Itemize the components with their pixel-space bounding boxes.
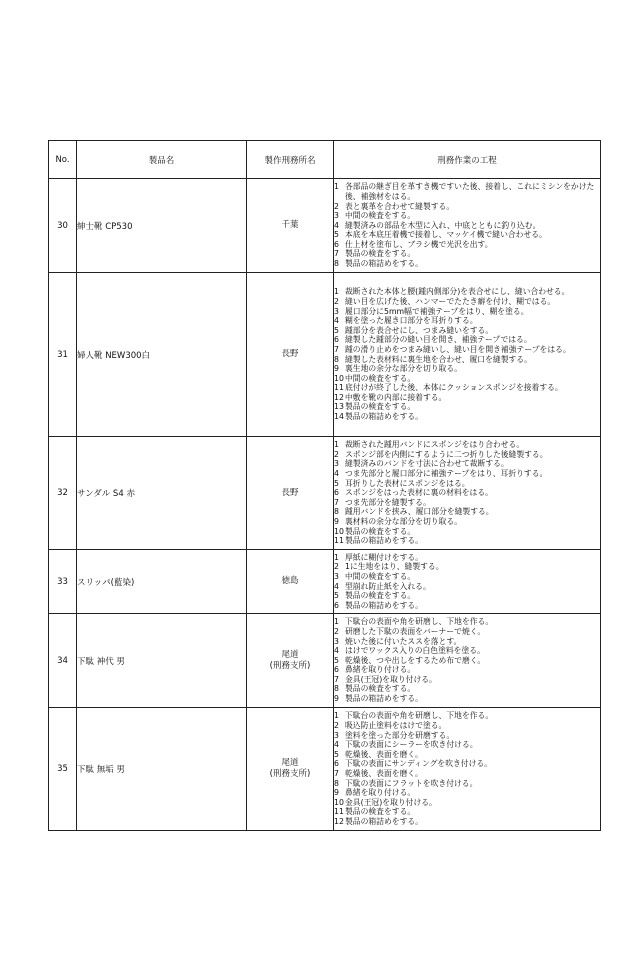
- list-item: [334, 656, 600, 666]
- prison-name-line: 長野: [281, 349, 299, 359]
- step-text: 製品の検査をする。: [345, 526, 416, 536]
- product-name: スリッパ(藍染): [77, 550, 247, 614]
- step-number: 6: [334, 665, 339, 675]
- step-number: 7: [334, 497, 339, 507]
- table-row: [49, 614, 601, 708]
- list-item: [334, 211, 600, 221]
- list-item: [334, 750, 600, 760]
- product-name: 下駄 無垢 男: [77, 708, 247, 831]
- step-number: 6: [334, 759, 339, 769]
- step-number: 4: [334, 220, 339, 230]
- step-number: 1: [334, 287, 339, 297]
- step-number: 3: [334, 730, 339, 740]
- step-text: 乾燥後、表面を磨く。: [345, 749, 423, 759]
- step-text: 裏生地の余分な部分を切り取る。: [345, 364, 462, 374]
- list-item: [334, 202, 600, 212]
- step-list: [334, 182, 600, 268]
- list-item: [334, 572, 600, 582]
- step-text: 乾燥後、表面を磨く。: [345, 769, 423, 778]
- step-text: 下駄の表面にシーラーを吹き付ける。: [345, 740, 478, 750]
- step-number: 6: [334, 335, 339, 345]
- step-text: 乾燥後、つや出しをするため布で磨く。: [345, 655, 486, 665]
- step-text: 下駄の表面にサンディングを吹き付ける。: [345, 759, 492, 769]
- list-item: [334, 694, 600, 704]
- step-text: 吸込防止塗料をはけで塗る。: [345, 721, 447, 731]
- step-number: 14: [334, 412, 344, 422]
- step-text: 踵の滑り止めをつまみ縫いし、縫い目を開き補強テープをはる。: [345, 344, 571, 354]
- step-text: はけでワックス入りの白色塗料を塗る。: [345, 646, 485, 656]
- step-text: 型崩れ防止紙を入れる。: [345, 581, 431, 591]
- step-text: 金具(王冠)を取り付ける。: [345, 674, 437, 684]
- table-row: [49, 550, 601, 614]
- list-item: [334, 798, 600, 808]
- step-number: 3: [334, 306, 339, 316]
- list-item: [334, 307, 600, 317]
- step-number: 5: [334, 749, 339, 759]
- step-number: 2: [334, 721, 339, 731]
- list-item: [334, 779, 600, 789]
- table-header: [49, 141, 601, 179]
- row-number: 34: [49, 614, 77, 708]
- header-row: [49, 141, 601, 179]
- step-number: 1: [334, 552, 339, 562]
- list-item: [334, 591, 600, 601]
- step-text: 製品の検査をする。: [345, 807, 416, 817]
- step-number: 2: [334, 449, 339, 459]
- step-number: 8: [334, 684, 339, 694]
- list-item: [334, 665, 600, 675]
- step-list: [334, 617, 600, 703]
- step-text: 下駄台の表面や角を研磨し、下地を作る。: [345, 711, 494, 721]
- row-number: 31: [49, 273, 77, 437]
- list-item: [334, 601, 600, 611]
- work-process-steps: [334, 273, 601, 437]
- list-item: [334, 335, 600, 345]
- step-number: 4: [334, 646, 339, 656]
- table-row: [49, 179, 601, 273]
- step-text: スポンジ部を内側にするように二つ折りした後縫製する。: [345, 449, 548, 459]
- step-text: 金具(王冠)を取り付ける。: [345, 797, 437, 807]
- list-item: [334, 627, 600, 637]
- list-item: [334, 374, 600, 384]
- list-item: [334, 582, 600, 592]
- prison-name: [247, 708, 334, 831]
- step-text: 踵部分を表合せにし、つまみ縫いをする。: [345, 325, 494, 335]
- step-number: 5: [334, 655, 339, 665]
- list-item: [334, 553, 600, 563]
- step-text: 焼いた後に付いたススを落とす。: [345, 636, 462, 646]
- step-number: 8: [334, 259, 339, 269]
- step-text: 縫製済みの部品を木型に入れ、中底とともに釣り込む。: [345, 220, 541, 230]
- step-text: 本底を本底圧着機で接着し、マッケイ機で縫い合わせる。: [345, 230, 547, 240]
- list-item: [334, 721, 600, 731]
- list-item: [334, 440, 600, 450]
- step-list: [334, 553, 600, 611]
- step-number: 3: [334, 211, 339, 221]
- step-text: 中間の検査をする。: [345, 211, 416, 221]
- step-text: 履口部分に5mm幅で補強テープをはり、糊を塗る。: [345, 306, 529, 316]
- list-item: [334, 684, 600, 694]
- step-number: 3: [334, 636, 339, 646]
- list-item: [334, 326, 600, 336]
- work-process-steps: [334, 708, 601, 831]
- step-number: 12: [334, 816, 344, 826]
- list-item: [334, 412, 600, 422]
- prison-branch-note: (刑務支所): [269, 660, 311, 671]
- step-number: 11: [334, 383, 344, 393]
- list-item: [334, 711, 600, 721]
- step-list: [334, 440, 600, 546]
- step-number: 3: [334, 459, 339, 469]
- process-table: [48, 140, 601, 831]
- work-process-steps: [334, 614, 601, 708]
- step-number: 1: [334, 182, 339, 192]
- step-text: つま先部分を縫製する。: [345, 497, 431, 507]
- list-item: [334, 617, 600, 627]
- step-text: 製品の箱詰めをする。: [345, 536, 423, 546]
- step-text: 鼻緒を取り付ける。: [345, 788, 416, 798]
- list-item: [334, 479, 600, 489]
- step-text: 製品の箱詰めをする。: [345, 694, 423, 704]
- list-item: [334, 637, 600, 647]
- step-text: 製品の箱詰めをする。: [345, 816, 423, 826]
- list-item: [334, 259, 600, 269]
- prison-name-line: 長野: [281, 487, 299, 498]
- table-row: [49, 437, 601, 550]
- list-item: [334, 507, 600, 517]
- prison-name: [247, 550, 334, 614]
- step-number: 12: [334, 392, 344, 402]
- step-number: 2: [334, 626, 339, 636]
- list-item: [334, 769, 600, 779]
- step-text: 1に生地をはり、縫製する。: [345, 562, 444, 572]
- prison-name: [247, 273, 334, 437]
- step-number: 6: [334, 600, 339, 610]
- step-number: 10: [334, 373, 344, 383]
- step-number: 10: [334, 797, 344, 807]
- work-process-steps: [334, 179, 601, 273]
- step-text: 縫製した踵部分の縫い目を開き、補強テープではる。: [345, 335, 532, 345]
- list-item: [334, 788, 600, 798]
- step-list: [334, 711, 600, 826]
- list-item: [334, 230, 600, 240]
- prison-name: [247, 614, 334, 708]
- step-number: 7: [334, 344, 339, 354]
- table-row: [49, 273, 601, 437]
- list-item: [334, 450, 600, 460]
- product-name: 紳士靴 CP530: [77, 179, 247, 273]
- step-text: 縫製済みのバンドを寸法に合わせて裁断する。: [345, 459, 509, 469]
- step-number: 9: [334, 516, 339, 526]
- step-text: 製品の検査をする。: [345, 402, 416, 412]
- list-item: [334, 646, 600, 656]
- step-number: 3: [334, 571, 339, 581]
- prison-branch-note: (刑務支所): [269, 769, 311, 779]
- list-item: [334, 364, 600, 374]
- step-text: 仕上材を塗布し、ブラシ機で光沢を出す。: [345, 239, 493, 249]
- list-item: [334, 459, 600, 469]
- step-text: 中間の検査をする。: [345, 571, 416, 581]
- list-item: [334, 221, 600, 231]
- step-text: 表と裏革を合わせて縫製する。: [345, 201, 455, 211]
- header-no: No.: [49, 141, 77, 179]
- list-item: [334, 402, 600, 412]
- step-text: 中間の検査をする。: [345, 373, 416, 383]
- list-item: [334, 536, 600, 546]
- step-text: 製品の箱詰めをする。: [345, 600, 423, 610]
- prison-name-line: 尾道: [281, 758, 299, 768]
- list-item: [334, 817, 600, 827]
- step-number: 5: [334, 591, 339, 601]
- step-number: 7: [334, 769, 339, 778]
- step-text: 下駄の表面にフラットを吹き付ける。: [345, 778, 478, 788]
- step-text: 裏材料の余分な部分を切り取る。: [345, 516, 462, 526]
- list-item: [334, 345, 600, 355]
- prison-name: [247, 437, 334, 550]
- step-number: 9: [334, 364, 339, 374]
- step-number: 2: [334, 562, 339, 572]
- product-name: 婦人靴 NEW300白: [77, 273, 247, 437]
- step-number: 4: [334, 469, 339, 479]
- step-number: 1: [334, 617, 339, 627]
- table-body: [49, 179, 601, 831]
- step-text: 下駄台の表面や角を研磨し、下地を作る。: [345, 617, 494, 627]
- step-number: 2: [334, 201, 339, 211]
- step-text: 縫製した表材料に裏生地を合わせ、履口を縫製する。: [345, 354, 532, 364]
- step-number: 8: [334, 354, 339, 364]
- list-item: [334, 807, 600, 817]
- step-text: 製品の検査をする。: [345, 249, 416, 259]
- step-text: 製品の検査をする。: [345, 684, 416, 694]
- list-item: [334, 731, 600, 741]
- work-process-steps: [334, 550, 601, 614]
- product-name: サンダル S4 赤: [77, 437, 247, 550]
- step-number: 4: [334, 740, 339, 750]
- work-process-steps: [334, 437, 601, 550]
- list-item: [334, 182, 600, 201]
- list-item: [334, 527, 600, 537]
- step-number: 6: [334, 239, 339, 249]
- list-item: [334, 740, 600, 750]
- step-number: 5: [334, 230, 339, 240]
- step-text: スポンジをはった表材に裏の材料をはる。: [345, 488, 493, 498]
- prison-name-line: 尾道: [281, 649, 299, 660]
- step-text: 裁断された踵用バンドにスポンジをはり合わせる。: [345, 440, 525, 450]
- list-item: [334, 297, 600, 307]
- step-text: 各部品の継ぎ目を革すき機ですいた後、接着し、これにミシンをかけた後、補強材をはる。: [345, 182, 595, 201]
- list-item: [334, 759, 600, 769]
- step-number: 9: [334, 694, 339, 704]
- step-text: 糊を塗った履き口部分を耳折りする。: [345, 316, 478, 326]
- step-text: 裁断された本体と腰(踵内側部分)を表合せにし、縫い合わせる。: [345, 287, 570, 297]
- step-text: 製品の箱詰めをする。: [345, 259, 423, 269]
- prison-name: [247, 179, 334, 273]
- row-number: 30: [49, 179, 77, 273]
- step-number: 4: [334, 581, 339, 591]
- table-row: [49, 708, 601, 831]
- step-number: 1: [334, 711, 339, 721]
- prison-name-line: 千葉: [281, 220, 299, 230]
- header-prison-name: 製作刑務所名: [247, 141, 334, 179]
- list-item: [334, 316, 600, 326]
- step-text: 耳折りした表材にスポンジをはる。: [345, 478, 470, 488]
- step-text: 厚紙に糊付けをする。: [345, 552, 423, 562]
- step-number: 6: [334, 488, 339, 498]
- step-number: 11: [334, 536, 344, 546]
- product-name: 下駄 神代 男: [77, 614, 247, 708]
- list-item: [334, 469, 600, 479]
- step-text: 研磨した下駄の表面をバーナーで焼く。: [345, 626, 486, 636]
- step-text: 鼻緒を取り付ける。: [345, 665, 416, 675]
- list-item: [334, 383, 600, 393]
- row-number: 32: [49, 437, 77, 550]
- list-item: [334, 249, 600, 259]
- step-text: 縫い目を広げた後、ハンマーでたたき癖を付け、糊ではる。: [345, 296, 556, 306]
- header-work-process: 刑務作業の工程: [334, 141, 601, 179]
- step-text: つま先部分と履口部分に補強テープをはり、耳折りする。: [345, 469, 548, 479]
- step-text: 製品の検査をする。: [345, 591, 416, 601]
- step-number: 10: [334, 526, 344, 536]
- row-number: 33: [49, 550, 77, 614]
- step-text: 製品の箱詰めをする。: [345, 412, 423, 422]
- list-item: [334, 562, 600, 572]
- step-text: 中敷を靴の内部に接着する。: [345, 392, 447, 402]
- step-number: 5: [334, 325, 339, 335]
- step-number: 13: [334, 402, 344, 412]
- list-item: [334, 355, 600, 365]
- step-number: 9: [334, 788, 339, 798]
- step-number: 8: [334, 778, 339, 788]
- step-text: 底付けが終了した後、本体にクッションスポンジを接着する。: [345, 383, 563, 393]
- step-number: 5: [334, 478, 339, 488]
- list-item: [334, 488, 600, 498]
- row-number: 35: [49, 708, 77, 831]
- step-number: 4: [334, 316, 339, 326]
- step-list: [334, 287, 600, 421]
- step-number: 7: [334, 674, 339, 684]
- step-text: 塗料を塗った部分を研磨する。: [345, 730, 455, 740]
- list-item: [334, 287, 600, 297]
- step-number: 8: [334, 507, 339, 517]
- header-product-name: 製品名: [77, 141, 247, 179]
- list-item: [334, 498, 600, 508]
- prison-name-line: 徳島: [281, 576, 299, 586]
- step-text: 踵用バンドを挟み、履口部分を縫製する。: [345, 507, 494, 517]
- step-number: 2: [334, 296, 339, 306]
- list-item: [334, 517, 600, 527]
- step-number: 11: [334, 807, 344, 817]
- step-number: 7: [334, 249, 339, 259]
- step-number: 1: [334, 440, 339, 450]
